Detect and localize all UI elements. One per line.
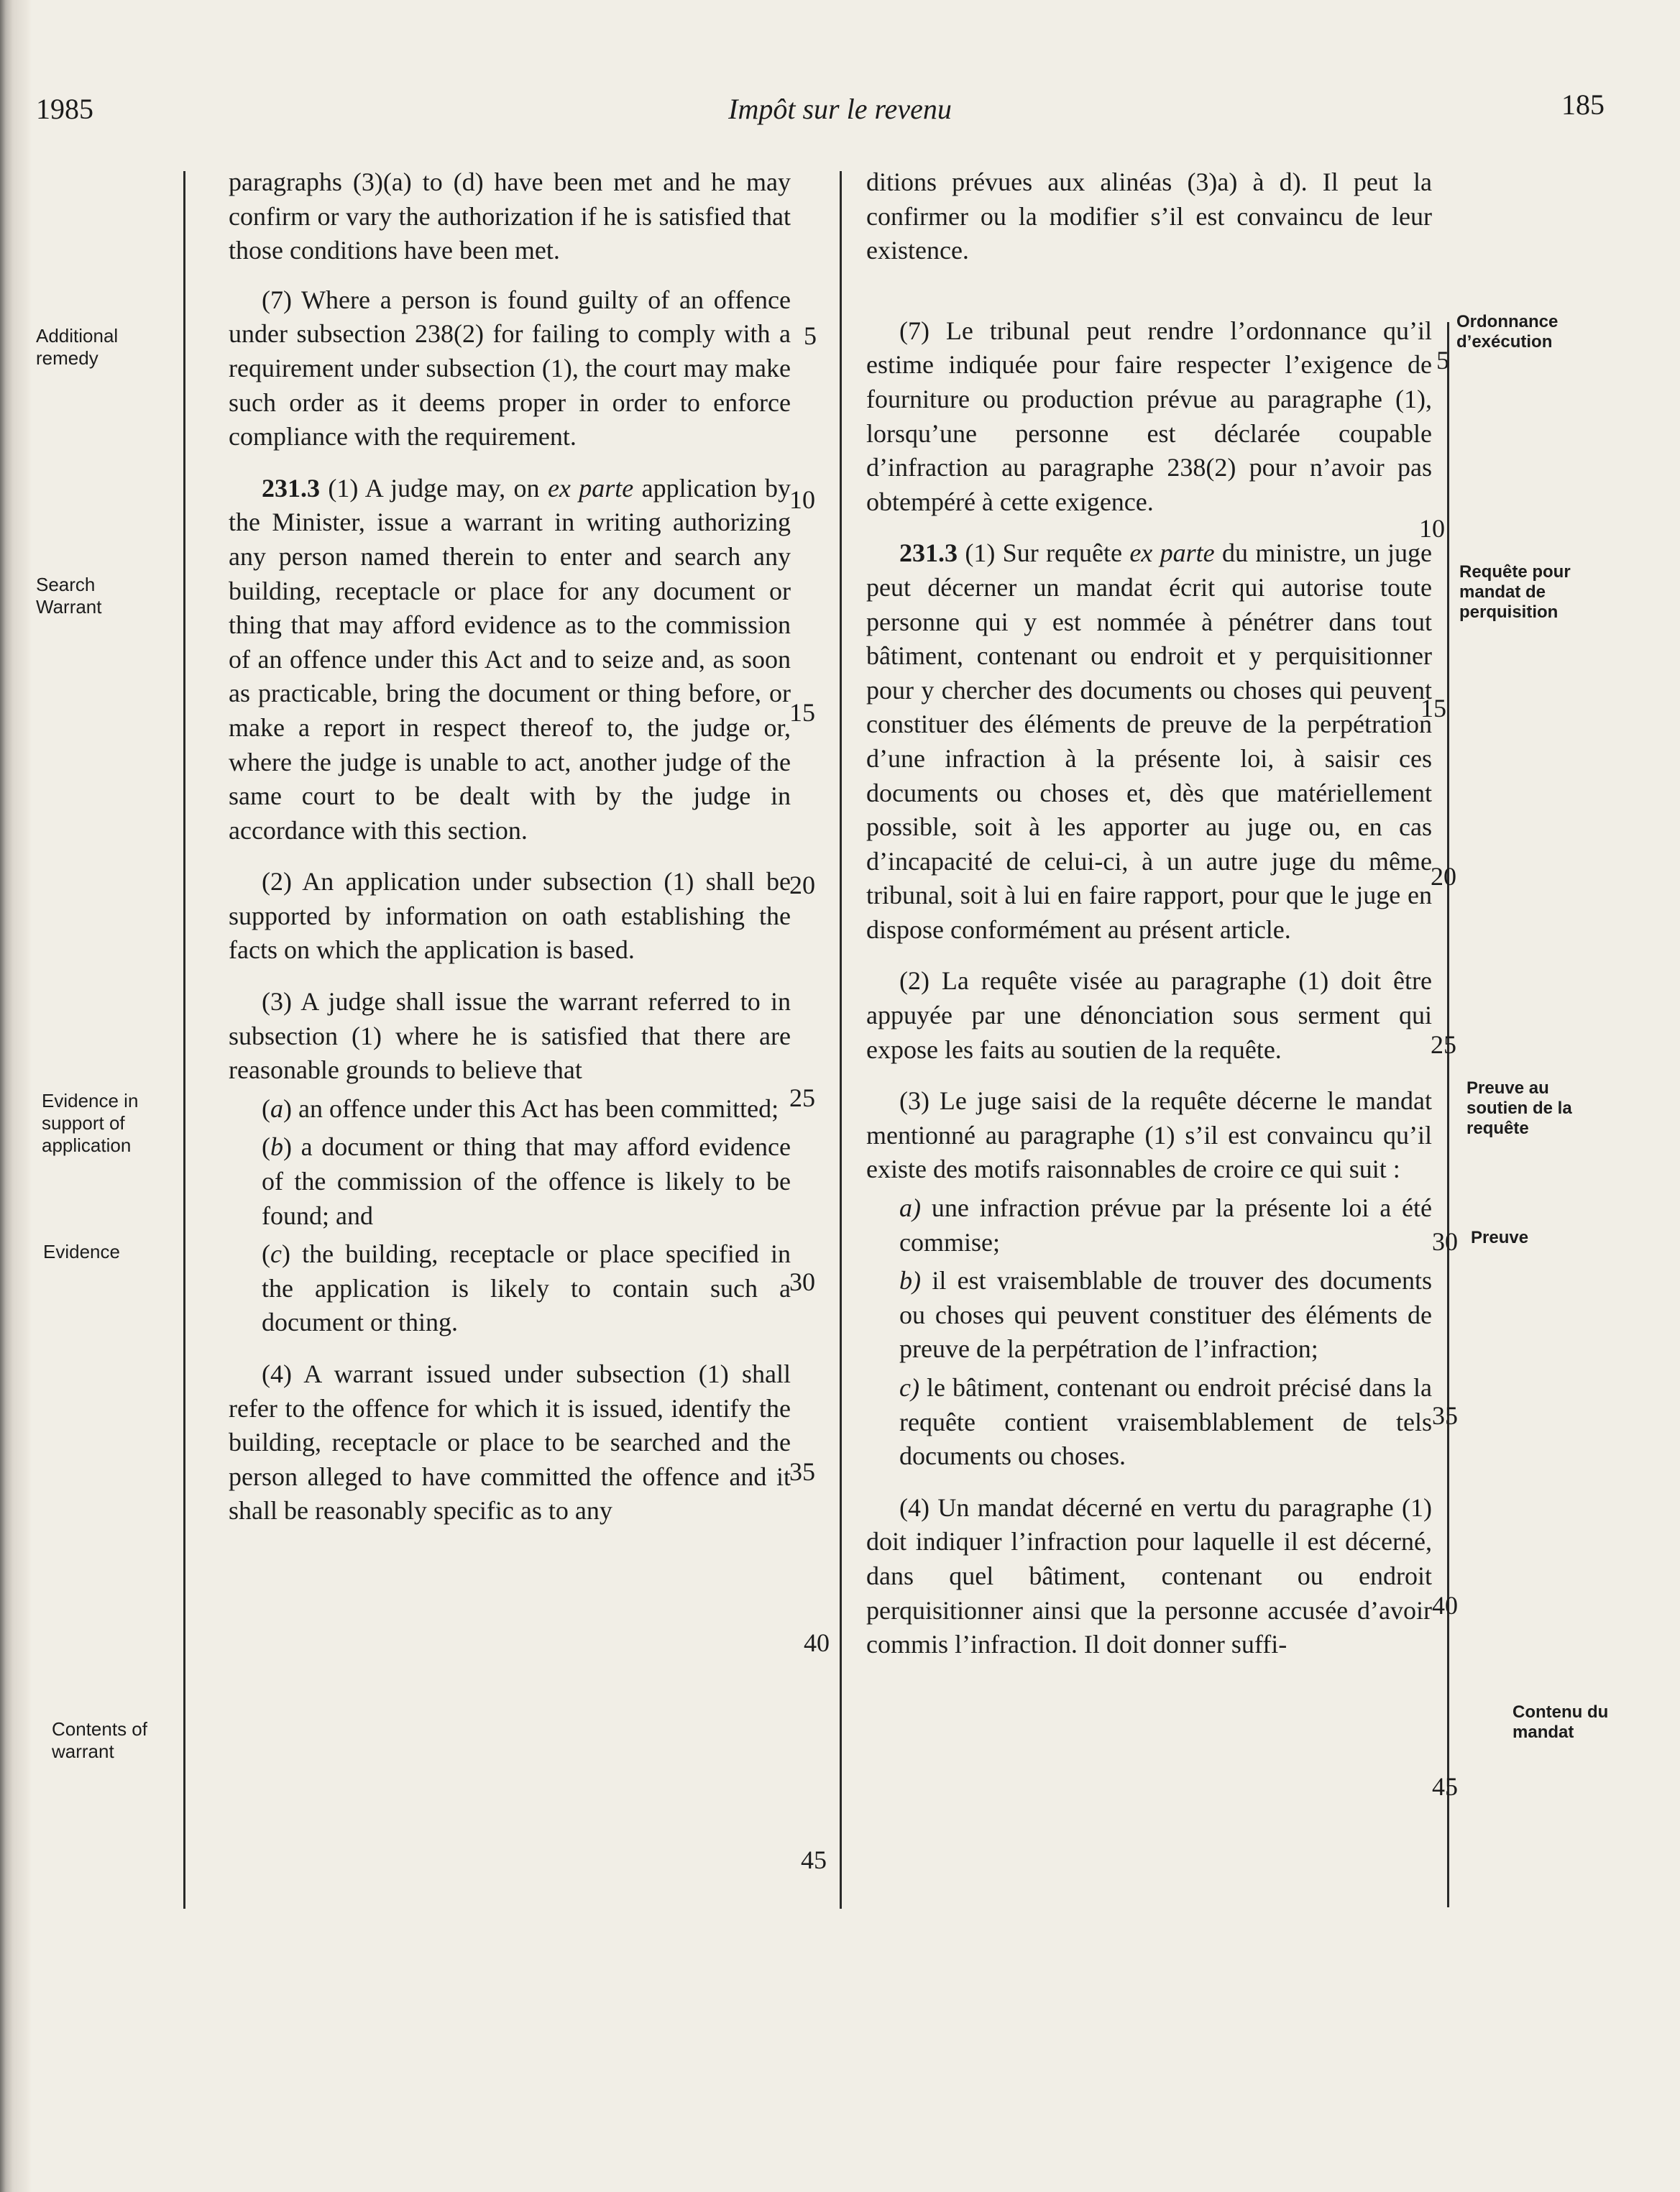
- line-number-fr-40: 40: [1432, 1591, 1458, 1620]
- book-binding-edge: [0, 0, 32, 2192]
- english-section-231-3-1: 231.3 (1) A judge may, on ex parte application by the Minister, issue a warrant in writing authorizing any person named therein to enter and search any building, receptacle or place for any document or thing that may afford evidence as to the commission of an offence under this Act and to seize and, as soon as practicable, bring the document or thing before, or make a report in respect thereof to, the judge or, where the judge is unable to act, another judge of the same court to be dealt with by the judge in accordance with this section.: [229, 473, 791, 845]
- french-subsection-3: (3) Le juge saisi de la requête décerne le mandat mentionné au paragraphe (1) s’il est convaincu qu’il existe des motifs raisonnables de croire ce qui suit :: [866, 1086, 1432, 1184]
- french-paragraph-3c: c) le bâtiment, contenant ou endroit précisé dans la requête contient vraisemblablement de tels documents ou choses.: [899, 1373, 1432, 1471]
- line-number-en-40: 40: [804, 1628, 830, 1657]
- line-number-fr-35: 35: [1432, 1401, 1458, 1430]
- french-subsection-2: (2) La requête visée au paragraphe (1) doit être appuyée par une dénonciation sous serment qui expose les faits au soutien de la requête.: [866, 966, 1432, 1064]
- english-continuation: paragraphs (3)(a) to (d) have been met and he may confirm or vary the authorization if he is satisfied that those conditions have been met.: [229, 168, 791, 265]
- line-number-en-15: 15: [789, 698, 815, 727]
- english-paragraph-3c: (c) the building, receptacle or place specified in the application is likely to contain such a document or thing.: [262, 1239, 791, 1337]
- margin-note-ordonnance: Ordonnance d’exécution: [1456, 312, 1559, 352]
- english-subsection-7: (7) Where a person is found guilty of an offence under subsection 238(2) for failing to comply with a requirement under subsection (1), the court may make such order as it deems proper in order to enforce compliance with the requirement.: [229, 285, 791, 451]
- header-year: 1985: [36, 93, 93, 125]
- french-subsection-4: (4) Un mandat décerné en vertu du paragraphe (1) doit indiquer l’infraction pour laquelle il est décerné, dans quel bâtiment, contenant ou endroit perquisitionner ainsi que la personne accusée d’avoir commis l’infraction. Il doit donner suffi-: [866, 1492, 1432, 1659]
- line-number-fr-30: 30: [1432, 1227, 1458, 1256]
- margin-note-additional-remedy: Additional remedy: [36, 325, 119, 369]
- margin-note-preuve-soutien: Preuve au soutien de la requête: [1466, 1078, 1572, 1138]
- center-column-rule: [840, 171, 842, 1909]
- english-subsection-3: (3) A judge shall issue the warrant referred to in subsection (1) where he is satisfied that there are reasonable grounds to believe that: [229, 987, 791, 1085]
- line-number-fr-10: 10: [1419, 514, 1445, 543]
- french-paragraph-3b: b) il est vraisemblable de trouver des documents ou choses qui peuvent constituer des éléments de preuve de la perpétration de l’infraction;: [899, 1266, 1432, 1364]
- english-paragraph-3b: (b) a document or thing that may afford evidence of the commission of the offence is likely to be found; and: [262, 1132, 791, 1230]
- line-number-en-25: 25: [789, 1083, 815, 1112]
- french-subsection-7: (7) Le tribunal peut rendre l’ordonnance qu’il estime indiquée pour faire respecter l’exigence de fourniture ou production prévue au paragraphe (1), lorsqu’une personne est déclarée coupable d’infraction au paragraphe 238(2) pour n’avoir pas obtempéré à cette exigence.: [866, 316, 1432, 516]
- line-number-en-35: 35: [789, 1457, 815, 1486]
- line-number-en-20: 20: [789, 871, 815, 899]
- french-continuation: ditions prévues aux alinéas (3)a) à d). Il peut la confirmer ou la modifier s’il est convaincu de leur existence.: [866, 168, 1432, 265]
- french-paragraph-3a: a) une infraction prévue par la présente loi a été commise;: [899, 1193, 1432, 1257]
- line-number-en-45: 45: [801, 1845, 827, 1874]
- right-column-rule: [1447, 322, 1449, 1907]
- line-number-en-10: 10: [789, 485, 815, 514]
- line-number-fr-5: 5: [1436, 346, 1449, 375]
- english-subsection-4: (4) A warrant issued under subsection (1) shall refer to the offence for which it is issued, identify the building, receptacle or place to be searched and the person alleged to have committed the offence and it shall be reasonably specific as to any: [229, 1359, 791, 1526]
- section-number: 231.3: [899, 538, 958, 568]
- margin-note-requete-mandat: Requête pour mandat de perquisition: [1459, 562, 1571, 622]
- line-number-fr-20: 20: [1431, 862, 1456, 891]
- margin-note-contenu-mandat: Contenu du mandat: [1513, 1702, 1609, 1742]
- french-column: [866, 165, 1432, 1662]
- left-column-rule: [183, 171, 185, 1909]
- margin-note-evidence-in-support: Evidence in support of application: [42, 1090, 139, 1156]
- french-section-231-3-1: 231.3 (1) Sur requête ex parte du ministre, un juge peut décerner un mandat écrit qui autorise toute personne qui y est nommée à pénétrer dans tout bâtiment, contenant ou endroit et y perquisitionner pour y chercher des documents ou choses qui peuvent constituer des éléments de preuve de la perpétration d’une infraction à la présente loi, à saisir ces documents ou choses et, dès que matériellement possible, soit à les apporter au juge ou, en cas d’incapacité de celui-ci, à un autre juge du même tribunal, soit à lui en faire rapport, pour que le juge en dispose conformément au présent article.: [866, 538, 1433, 944]
- section-number: 231.3: [262, 473, 320, 503]
- margin-note-evidence: Evidence: [43, 1241, 120, 1262]
- page-number: 185: [1561, 88, 1605, 121]
- header-title: Impôt sur le revenu: [728, 93, 952, 125]
- line-number-fr-15: 15: [1420, 694, 1446, 723]
- margin-note-contents-of-warrant: Contents of warrant: [52, 1718, 147, 1762]
- english-paragraph-3a: (a) an offence under this Act has been committed;: [262, 1093, 779, 1123]
- english-column: [229, 165, 791, 1528]
- margin-note-preuve: Preuve: [1471, 1228, 1529, 1247]
- line-number-en-30: 30: [789, 1267, 815, 1296]
- margin-note-search-warrant: Search Warrant: [36, 574, 102, 618]
- line-number-en-5: 5: [804, 321, 817, 350]
- line-number-fr-25: 25: [1431, 1030, 1456, 1059]
- line-number-fr-45: 45: [1432, 1772, 1458, 1801]
- english-subsection-2: (2) An application under subsection (1) shall be supported by information on oath establishing the facts on which the application is based.: [229, 867, 791, 965]
